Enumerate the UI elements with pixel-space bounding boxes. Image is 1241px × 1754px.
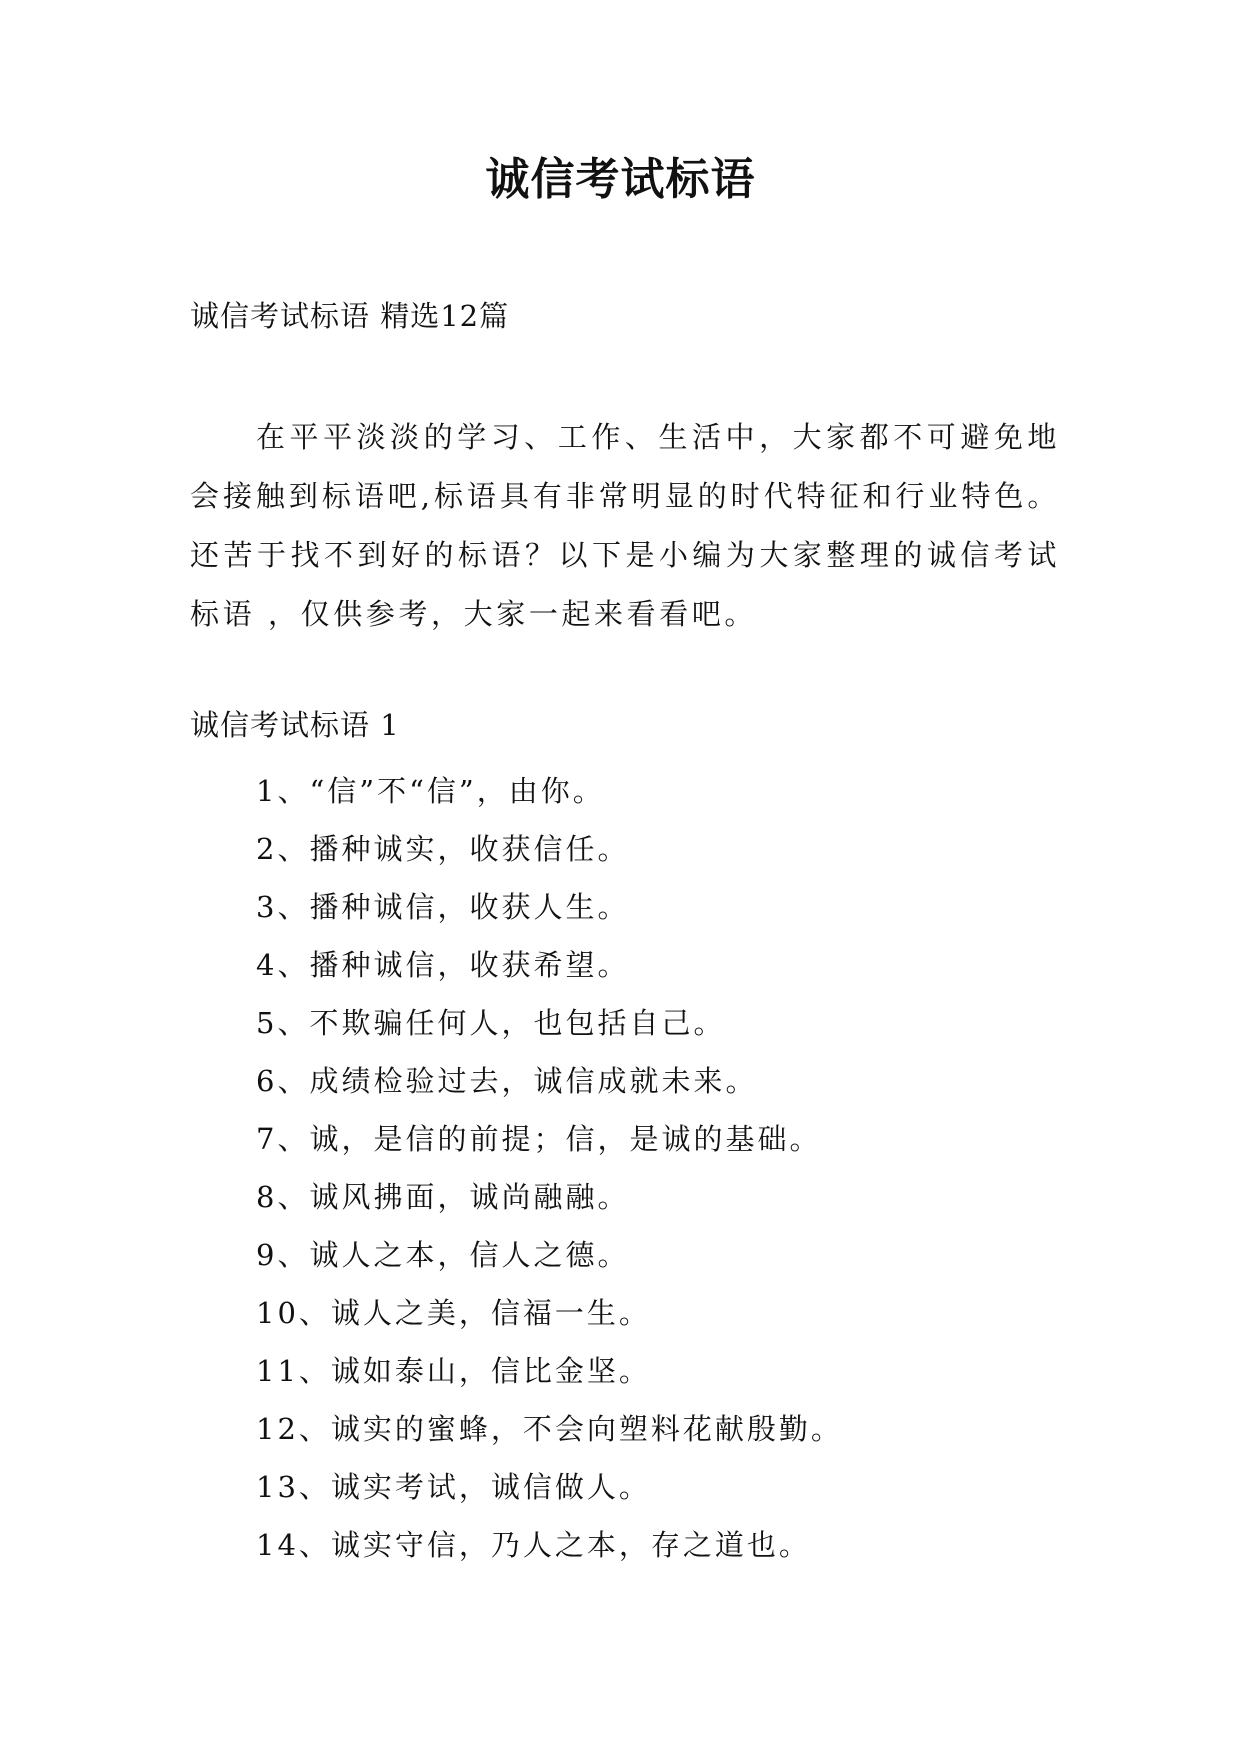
list-item: 3、播种诚信，收获人生。 (256, 890, 630, 924)
slogan-list (256, 762, 843, 1574)
list-item: 1、“信”不“信”，由你。 (256, 774, 605, 808)
list-item: 13、诚实考试，诚信做人。 (256, 1470, 651, 1504)
list-item: 5、不欺骗任何人，也包括自己。 (256, 1006, 726, 1040)
list-item: 10、诚人之美，信福一生。 (256, 1296, 651, 1330)
list-item: 11、诚如泰山，信比金坚。 (256, 1354, 651, 1388)
list-item: 7、诚，是信的前提；信，是诚的基础。 (256, 1122, 822, 1156)
list-item: 8、诚风拂面，诚尚融融。 (256, 1180, 630, 1214)
list-item: 9、诚人之本，信人之德。 (256, 1238, 630, 1272)
intro-paragraph: 在平平淡淡的学习、工作、生活中，大家都不可避免地会接触到标语吧,标语具有非常明显的时代特征和行业特色。还苦于找不到好的标语？以下是小编为大家整理的诚信考试标语 ，仅供参考，大家一起来看看吧。 (190, 420, 1060, 631)
list-item: 2、播种诚实，收获信任。 (256, 832, 630, 866)
list-item: 14、诚实守信，乃人之本，存之道也。 (256, 1528, 811, 1562)
list-item: 12、诚实的蜜蜂，不会向塑料花献殷勤。 (256, 1412, 843, 1446)
page-title: 诚信考试标语 (485, 154, 756, 205)
subtitle: 诚信考试标语 精选12篇 (190, 299, 510, 333)
list-item: 6、成绩检验过去，诚信成就未来。 (256, 1064, 758, 1098)
section-heading: 诚信考试标语 1 (190, 708, 400, 742)
list-item: 4、播种诚信，收获希望。 (256, 948, 630, 982)
